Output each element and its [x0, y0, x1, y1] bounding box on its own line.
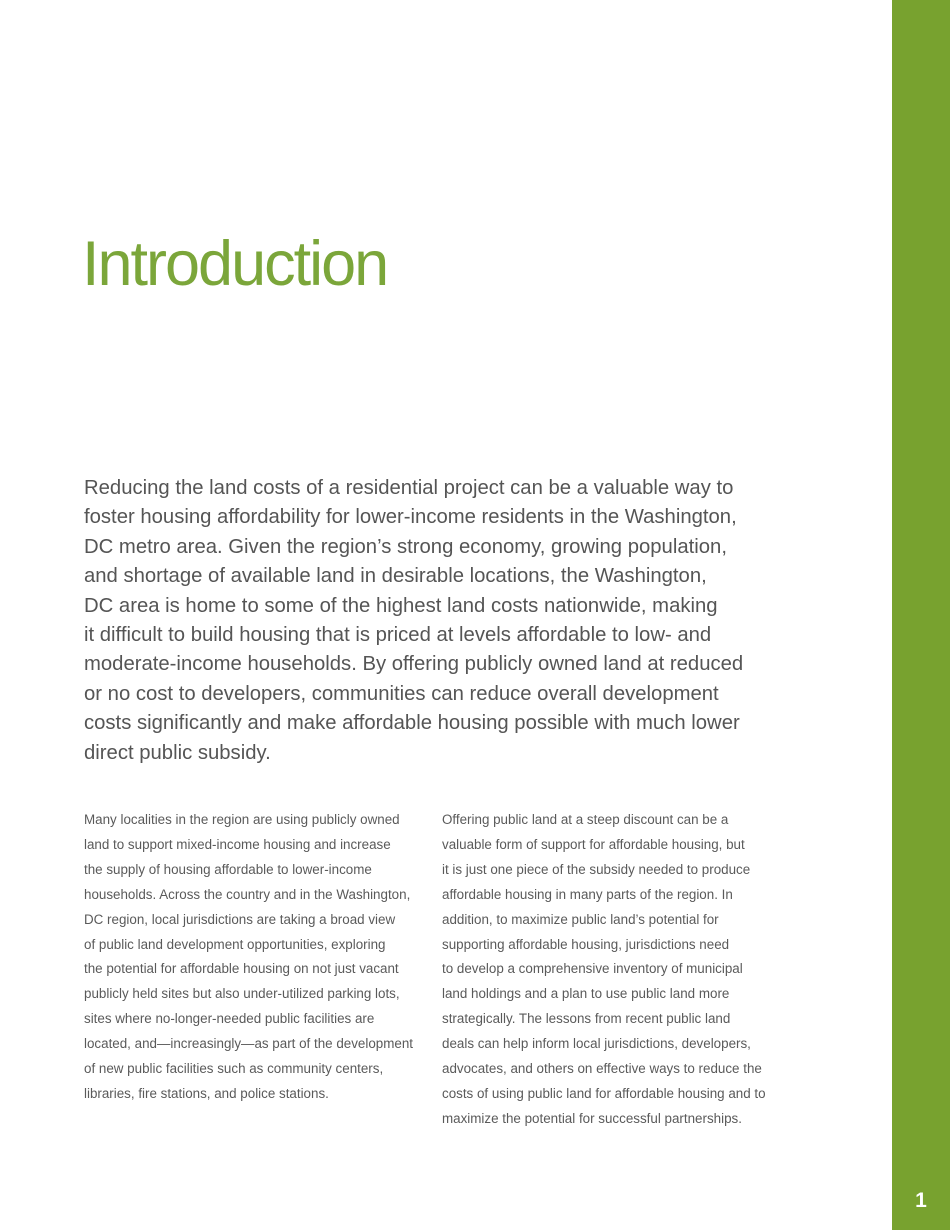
- body-line: the potential for affordable housing on not just vacant: [84, 961, 399, 977]
- body-line: valuable form of support for affordable housing, but: [442, 836, 745, 852]
- body-line: Many localities in the region are using publicly owned: [84, 812, 400, 827]
- lead-line: Reducing the land costs of a residential project can be a valuable way to: [84, 477, 734, 499]
- lead-line: moderate-income households. By offering publicly owned land at reduced: [84, 653, 744, 676]
- body-line: to develop a comprehensive inventory of municipal: [442, 961, 743, 977]
- page-number: 1: [915, 1189, 927, 1212]
- body-line: located, and—increasingly—as part of the development: [84, 1036, 414, 1052]
- lead-line: and shortage of available land in desirable locations, the Washington,: [84, 565, 707, 588]
- body-line: sites where no-longer-needed public facilities are: [84, 1011, 375, 1027]
- lead-line: foster housing affordability for lower-income residents in the Washington,: [84, 506, 737, 529]
- lead-line: DC metro area. Given the region’s strong economy, growing population,: [84, 535, 727, 558]
- body-line: libraries, fire stations, and police stations.: [84, 1085, 329, 1101]
- body-line: affordable housing in many parts of the region. In: [442, 886, 733, 902]
- body-line: of public land development opportunities, exploring: [84, 936, 386, 952]
- body-line: supporting affordable housing, jurisdictions need: [442, 936, 730, 952]
- lead-line: or no cost to developers, communities can reduce overall development: [84, 682, 719, 705]
- lead-line: direct public subsidy.: [84, 741, 271, 764]
- body-line: addition, to maximize public land’s potential for: [442, 911, 719, 927]
- body-column-left: [84, 808, 429, 1107]
- body-line: the supply of housing affordable to lower-income: [84, 861, 372, 877]
- body-line: DC region, local jurisdictions are taking a broad view: [84, 911, 396, 927]
- page-title: Introduction: [82, 229, 388, 299]
- body-line: of new public facilities such as community centers,: [84, 1061, 384, 1077]
- body-line: costs of using public land for affordable housing and to: [442, 1085, 766, 1101]
- lead-line: costs significantly and make affordable housing possible with much lower: [84, 712, 740, 735]
- lead-line: DC area is home to some of the highest land costs nationwide, making: [84, 594, 718, 617]
- body-line: deals can help inform local jurisdictions, developers,: [442, 1036, 751, 1052]
- body-line: maximize the potential for successful partnerships.: [442, 1110, 742, 1126]
- body-line: strategically. The lessons from recent public land: [442, 1011, 731, 1027]
- green-side-bar: [892, 0, 950, 1230]
- body-line: publicly held sites but also under-utilized parking lots,: [84, 986, 400, 1002]
- body-line: advocates, and others on effective ways to reduce the: [442, 1061, 762, 1077]
- body-line: it is just one piece of the subsidy needed to produce: [442, 861, 751, 877]
- body-line: Offering public land at a steep discount can be a: [442, 812, 729, 827]
- body-line: land holdings and a plan to use public land more: [442, 986, 730, 1002]
- body-column-right: [442, 808, 787, 1132]
- body-line: households. Across the country and in the Washington,: [84, 886, 411, 902]
- lead-paragraph: [84, 474, 814, 768]
- body-line: land to support mixed-income housing and increase: [84, 836, 391, 852]
- lead-line: it difficult to build housing that is priced at levels affordable to low- and: [84, 624, 712, 647]
